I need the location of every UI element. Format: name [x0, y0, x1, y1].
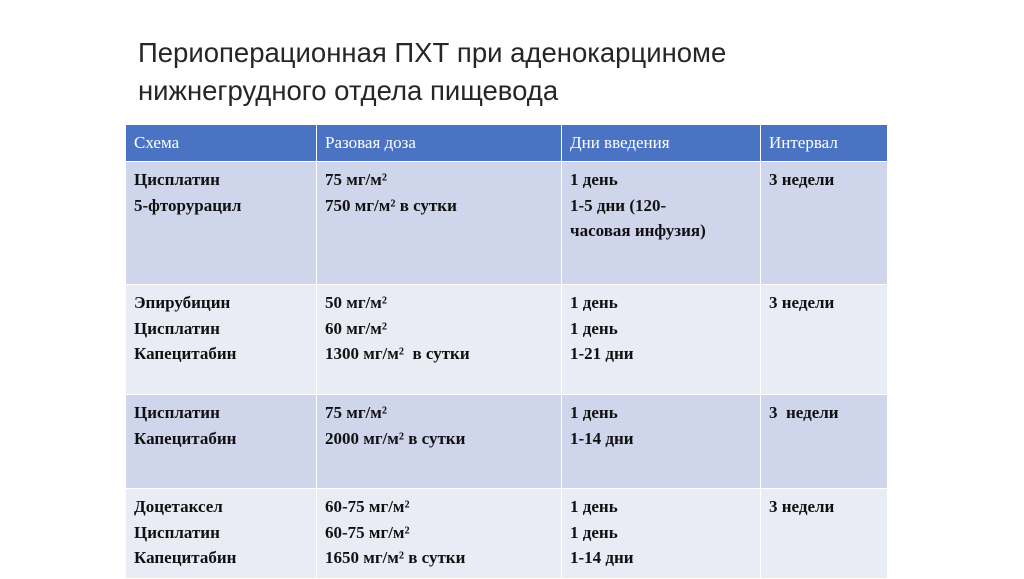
cell-scheme: [126, 489, 317, 579]
slide-title: [138, 34, 898, 110]
dose-value: 75 мг/м²: [325, 403, 387, 422]
cell-interval: [761, 285, 888, 395]
dose-value: 60-75 мг/м²: [325, 497, 410, 516]
table-row: [126, 285, 888, 395]
drug-name: Доцетаксел: [134, 497, 223, 516]
chemotherapy-regimens-table: [125, 124, 888, 579]
cell-interval: [761, 395, 888, 489]
drug-name: Капецитабин: [134, 548, 237, 567]
dose-value: 2000 мг/м² в сутки: [325, 428, 466, 448]
days-value: 1-14 дни: [570, 548, 634, 567]
interval-value: 3 недели: [769, 497, 835, 516]
cell-scheme: [126, 162, 317, 285]
dose-value: 75 мг/м²: [325, 170, 387, 189]
days-value: часовая инфузия): [570, 221, 706, 240]
cell-days: [562, 162, 761, 285]
drug-name: Капецитабин: [134, 428, 237, 448]
cell-dose: [317, 489, 562, 579]
header-scheme: Схема: [126, 125, 317, 162]
days-value: 1-14 дни: [570, 428, 634, 448]
drug-name: Цисплатин: [134, 318, 220, 338]
dose-value: 60-75 мг/м²: [325, 522, 410, 542]
drug-name: Цисплатин: [134, 522, 220, 542]
table-row: [126, 395, 888, 489]
days-value: 1 день: [570, 497, 618, 516]
header-single-dose: Разовая доза: [317, 125, 562, 162]
dose-value: 50 мг/м²: [325, 293, 387, 312]
days-value: 1 день: [570, 522, 618, 542]
dose-value: 60 мг/м²: [325, 318, 387, 338]
table-header-row: [126, 125, 888, 162]
days-value: 1 день: [570, 403, 618, 422]
cell-days: [562, 285, 761, 395]
drug-name: Цисплатин: [134, 403, 220, 422]
cell-interval: [761, 489, 888, 579]
days-value: 1-5 дни (120-: [570, 195, 667, 215]
interval-value: 3 недели: [769, 170, 835, 189]
drug-name: Капецитабин: [134, 344, 237, 363]
days-value: 1 день: [570, 293, 618, 312]
cell-days: [562, 489, 761, 579]
drug-name: Эпирубицин: [134, 293, 231, 312]
drug-name: Цисплатин: [134, 170, 220, 189]
dose-value: 1300 мг/м² в сутки: [325, 344, 470, 363]
cell-scheme: [126, 395, 317, 489]
header-administration-days: Дни введения: [562, 125, 761, 162]
table-row: [126, 162, 888, 285]
cell-scheme: [126, 285, 317, 395]
slide-title-line-1: Периоперационная ПХТ при аденокарциноме: [138, 37, 727, 68]
dose-value: 750 мг/м² в сутки: [325, 195, 457, 215]
cell-days: [562, 395, 761, 489]
cell-dose: [317, 285, 562, 395]
dose-value: 1650 мг/м² в сутки: [325, 548, 466, 567]
cell-interval: [761, 162, 888, 285]
interval-value: 3 недели: [769, 403, 839, 422]
days-value: 1-21 дни: [570, 344, 634, 363]
table-row: [126, 489, 888, 579]
days-value: 1 день: [570, 318, 618, 338]
interval-value: 3 недели: [769, 293, 835, 312]
header-interval: Интервал: [761, 125, 888, 162]
cell-dose: [317, 162, 562, 285]
drug-name: 5-фторурацил: [134, 195, 242, 215]
slide-title-line-2: нижнегрудного отдела пищевода: [138, 75, 559, 106]
days-value: 1 день: [570, 170, 618, 189]
cell-dose: [317, 395, 562, 489]
